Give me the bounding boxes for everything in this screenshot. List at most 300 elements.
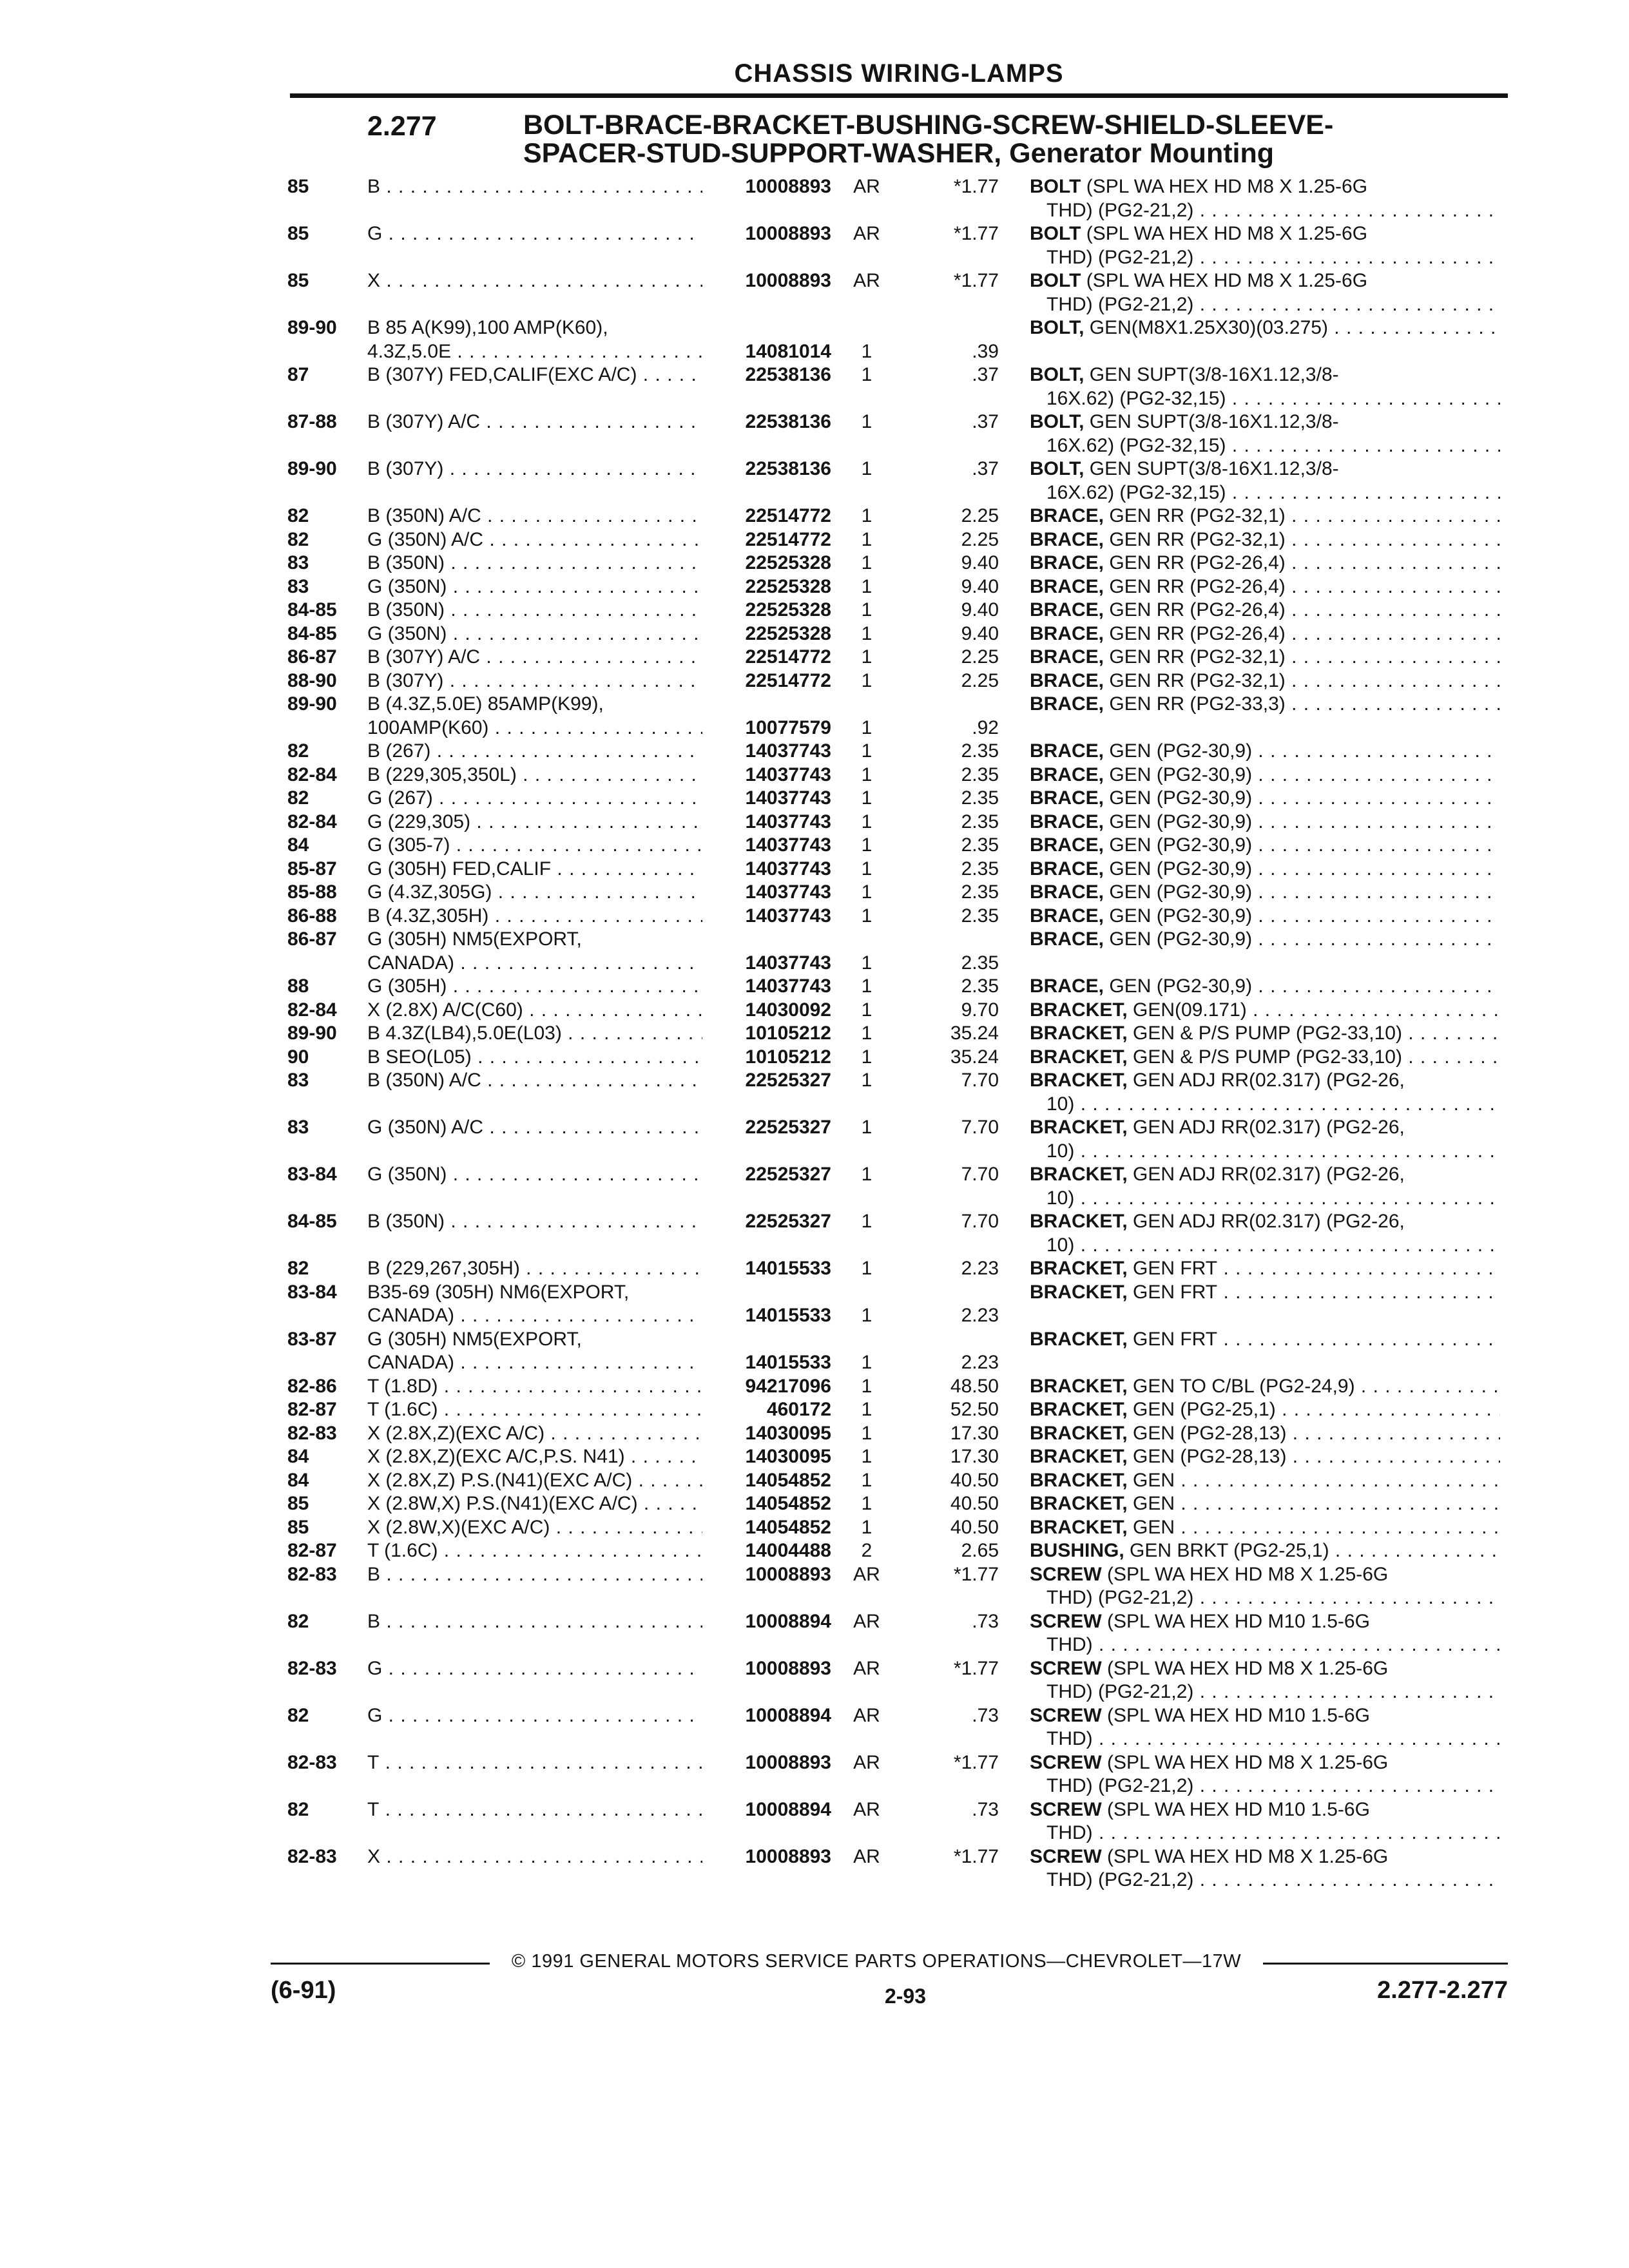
price: .39 <box>972 340 999 362</box>
model-year: 83 <box>287 1070 309 1091</box>
part-name-line <box>1030 646 1500 669</box>
usage-description <box>367 834 702 858</box>
part-number: 14030095 <box>745 1422 831 1444</box>
part-name <box>1030 1398 1500 1422</box>
footer-rule-left <box>271 1963 490 1965</box>
price: 7.70 <box>961 1164 999 1185</box>
quantity: 1 <box>861 411 872 432</box>
price: 9.40 <box>961 575 999 597</box>
part-name-detail: GEN (PG2-30,9) <box>1109 975 1253 997</box>
part-number: 10105212 <box>745 1046 831 1068</box>
table-row <box>0 1563 1629 1610</box>
part-number: 10077579 <box>745 716 831 738</box>
model-year: 88-90 <box>287 669 337 691</box>
part-name-line <box>1030 410 1500 434</box>
part-name-detail: GEN <box>1133 1493 1175 1514</box>
part-number: 10008893 <box>745 223 831 244</box>
usage-description-line: 100AMP(K60) . . . <box>367 716 702 740</box>
part-name <box>1030 1422 1500 1446</box>
price: 2.25 <box>961 646 999 668</box>
quantity: 1 <box>861 1023 872 1044</box>
part-number: 22538136 <box>745 364 831 385</box>
table-row <box>0 693 1629 740</box>
part-name-label: BOLT, <box>1030 317 1084 338</box>
part-name <box>1030 858 1500 881</box>
price: *1.77 <box>953 1563 999 1585</box>
quantity: AR <box>853 223 880 244</box>
part-number: 22525327 <box>745 1164 831 1185</box>
part-number: 14037743 <box>745 881 831 903</box>
part-name-detail: GEN SUPT(3/8-16X1.12,3/8- <box>1089 411 1339 432</box>
part-name-label: BRACE, <box>1030 599 1104 620</box>
part-name-label: BRACE, <box>1030 552 1104 573</box>
price: *1.77 <box>953 223 999 244</box>
part-name-label: BOLT, <box>1030 364 1084 385</box>
usage-description-line: X (2.8X,Z)(EXC A/C,P.S. N41) . . . <box>367 1445 702 1469</box>
table-row <box>0 1798 1629 1845</box>
price: 9.40 <box>961 552 999 573</box>
price: 35.24 <box>950 1023 999 1044</box>
model-year: 82-83 <box>287 1563 337 1585</box>
model-year: 84 <box>287 834 309 856</box>
usage-description-line: G (305-7) . . . <box>367 834 702 858</box>
part-name-line <box>1030 1422 1500 1446</box>
part-number: 460172 <box>766 1399 831 1420</box>
model-year: 87-88 <box>287 411 337 432</box>
price: .73 <box>972 1798 999 1820</box>
model-year: 85 <box>287 1493 309 1514</box>
part-name-line <box>1030 1375 1500 1399</box>
price: 17.30 <box>950 1422 999 1444</box>
usage-description-line: X (2.8W,X)(EXC A/C) . . . <box>367 1516 702 1540</box>
part-name-detail: GEN SUPT(3/8-16X1.12,3/8- <box>1089 458 1339 479</box>
usage-description-line: B (4.3Z,5.0E) 85AMP(K99), <box>367 693 604 715</box>
model-year: 84 <box>287 1469 309 1491</box>
part-name-label: SCREW <box>1030 1610 1102 1632</box>
part-number: 14054852 <box>745 1469 831 1491</box>
part-name-detail: GEN(M8X1.25X30)(03.275) <box>1089 317 1328 338</box>
usage-description-line: G (350N) . . . <box>367 575 702 599</box>
model-year: 83-87 <box>287 1328 337 1350</box>
part-name-continuation: THD) (PG2-21,2) . . . <box>1030 1680 1500 1704</box>
part-name-continuation: 16X.62) (PG2-32,15) . . . <box>1030 387 1500 411</box>
table-row <box>0 646 1629 669</box>
part-name <box>1030 740 1500 764</box>
part-name-label: BOLT <box>1030 223 1081 244</box>
part-name-detail: GEN <box>1133 1469 1175 1491</box>
part-name-detail: (SPL WA HEX HD M8 X 1.25-6G <box>1107 1657 1389 1679</box>
part-name-continuation: 10) . . . <box>1030 1140 1500 1164</box>
quantity: 1 <box>861 1352 872 1373</box>
part-name-label: BOLT <box>1030 176 1081 197</box>
quantity: 1 <box>861 1046 872 1068</box>
model-year: 82 <box>287 528 309 550</box>
table-row <box>0 269 1629 316</box>
quantity: 1 <box>861 364 872 385</box>
usage-description-line: B . . . <box>367 1563 702 1587</box>
usage-description <box>367 1022 702 1046</box>
part-name-label: SCREW <box>1030 1704 1102 1726</box>
part-name-label: BRACKET, <box>1030 1399 1128 1420</box>
usage-description-line: CANADA) . . . <box>367 952 702 975</box>
table-row <box>0 1069 1629 1116</box>
usage-description-line: G (305H) NM5(EXPORT, <box>367 1328 582 1350</box>
part-name-line <box>1030 928 1500 952</box>
part-name-line <box>1030 575 1500 599</box>
part-name-label: BRACE, <box>1030 693 1104 715</box>
usage-description <box>367 175 702 199</box>
part-name <box>1030 1069 1500 1116</box>
usage-description-line: G (267) . . . <box>367 787 702 811</box>
part-name-detail: GEN FRT <box>1133 1328 1218 1350</box>
part-name-line <box>1030 764 1500 787</box>
part-name-line <box>1030 269 1500 293</box>
usage-description <box>367 1445 702 1469</box>
part-name <box>1030 693 1500 716</box>
usage-description-line: G (4.3Z,305G) . . . <box>367 881 702 905</box>
part-name-label: BRACKET, <box>1030 1516 1128 1538</box>
part-number: 14054852 <box>745 1516 831 1538</box>
part-name-detail: GEN (PG2-30,9) <box>1109 881 1253 903</box>
usage-description <box>367 1610 702 1634</box>
part-name-detail: (SPL WA HEX HD M8 X 1.25-6G <box>1086 223 1368 244</box>
model-year: 89-90 <box>287 317 337 338</box>
usage-description <box>367 1281 702 1328</box>
part-number: 10008894 <box>745 1798 831 1820</box>
part-number: 10008893 <box>745 1657 831 1679</box>
part-number: 14037743 <box>745 905 831 927</box>
usage-description <box>367 881 702 905</box>
model-year: 82-84 <box>287 764 337 785</box>
price: 9.40 <box>961 599 999 620</box>
model-year: 82 <box>287 1704 309 1726</box>
price: *1.77 <box>953 1657 999 1679</box>
part-name-detail: GEN (PG2-30,9) <box>1109 787 1253 809</box>
price: *1.77 <box>953 1845 999 1867</box>
part-name-detail: (SPL WA HEX HD M8 X 1.25-6G <box>1107 1751 1389 1773</box>
part-name-label: BOLT <box>1030 270 1081 291</box>
part-name-line <box>1030 1210 1500 1234</box>
part-name-continuation: THD) (PG2-21,2) . . . <box>1030 1869 1500 1892</box>
quantity: 1 <box>861 811 872 832</box>
part-name-label: BRACE, <box>1030 905 1104 927</box>
part-name-detail: GEN (PG2-30,9) <box>1109 764 1253 785</box>
part-name <box>1030 1210 1500 1257</box>
table-row <box>0 1845 1629 1892</box>
part-name <box>1030 1845 1500 1892</box>
usage-description-line: B 4.3Z(LB4),5.0E(L03) . . . <box>367 1022 702 1046</box>
price: 7.70 <box>961 1117 999 1138</box>
usage-description <box>367 1845 702 1869</box>
usage-description-line: B (229,267,305H) . . . <box>367 1257 702 1281</box>
model-year: 82-83 <box>287 1422 337 1444</box>
model-year: 83 <box>287 575 309 597</box>
part-number: 14037743 <box>745 858 831 879</box>
usage-description-line: G . . . <box>367 1704 702 1728</box>
part-name-label: BRACE, <box>1030 575 1104 597</box>
part-name <box>1030 881 1500 905</box>
footer-rule-right <box>1263 1963 1508 1965</box>
part-name <box>1030 905 1500 928</box>
model-year: 82 <box>287 505 309 526</box>
quantity: 1 <box>861 528 872 550</box>
quantity: 2 <box>861 1540 872 1561</box>
part-name-line <box>1030 457 1500 481</box>
footer-date: (6-91) <box>271 1977 336 2004</box>
part-name-label: BRACKET, <box>1030 1117 1128 1138</box>
part-name <box>1030 1751 1500 1798</box>
part-name-detail: GEN ADJ RR(02.317) (PG2-26, <box>1133 1164 1405 1185</box>
price: 2.35 <box>961 740 999 762</box>
part-name-detail: (SPL WA HEX HD M8 X 1.25-6G <box>1086 176 1368 197</box>
usage-description <box>367 1210 702 1234</box>
quantity: 1 <box>861 340 872 362</box>
usage-description <box>367 905 702 928</box>
quantity: 1 <box>861 1070 872 1091</box>
table-row <box>0 1539 1629 1563</box>
price: 2.35 <box>961 952 999 974</box>
usage-description-line: B 85 A(K99),100 AMP(K60), <box>367 317 608 338</box>
part-name-line <box>1030 1445 1500 1469</box>
part-name-detail: GEN ADJ RR(02.317) (PG2-26, <box>1133 1117 1405 1138</box>
part-name-label: BRACE, <box>1030 928 1104 950</box>
part-name-line <box>1030 881 1500 905</box>
part-name <box>1030 928 1500 952</box>
usage-description-line: G (229,305) . . . <box>367 811 702 834</box>
table-row <box>0 1469 1629 1493</box>
model-year: 85 <box>287 270 309 291</box>
part-name-continuation: THD) . . . <box>1030 1727 1500 1751</box>
part-name-continuation: 10) . . . <box>1030 1093 1500 1117</box>
part-name <box>1030 316 1500 340</box>
part-name-label: BRACKET, <box>1030 1211 1128 1232</box>
usage-description <box>367 1328 702 1375</box>
model-year: 82-84 <box>287 999 337 1021</box>
part-name-line <box>1030 1046 1500 1070</box>
quantity: 1 <box>861 599 872 620</box>
part-number: 10008893 <box>745 1845 831 1867</box>
part-name-label: BRACE, <box>1030 505 1104 526</box>
quantity: 1 <box>861 622 872 644</box>
part-number: 10105212 <box>745 1023 831 1044</box>
table-row <box>0 834 1629 858</box>
part-name-line <box>1030 1798 1500 1822</box>
table-row <box>0 858 1629 881</box>
part-name-line <box>1030 975 1500 999</box>
part-name-label: BRACKET, <box>1030 1164 1128 1185</box>
usage-description <box>367 1163 702 1187</box>
table-row <box>0 505 1629 528</box>
part-name-continuation: THD) . . . <box>1030 1821 1500 1845</box>
part-name-detail: (SPL WA HEX HD M8 X 1.25-6G <box>1107 1845 1389 1867</box>
part-name-line <box>1030 811 1500 834</box>
model-year: 85 <box>287 223 309 244</box>
part-name-line <box>1030 599 1500 622</box>
quantity: AR <box>853 1751 880 1773</box>
table-row <box>0 1751 1629 1798</box>
part-name-label: BRACKET, <box>1030 1375 1128 1397</box>
model-year: 83-84 <box>287 1281 337 1303</box>
quantity: AR <box>853 1610 880 1632</box>
table-row <box>0 175 1629 222</box>
part-name <box>1030 505 1500 528</box>
part-number: 94217096 <box>745 1375 831 1397</box>
usage-description-line: T . . . <box>367 1751 702 1775</box>
quantity: 1 <box>861 999 872 1021</box>
model-year: 85-88 <box>287 881 337 903</box>
usage-description <box>367 1657 702 1681</box>
part-name-label: BRACE, <box>1030 787 1104 809</box>
section-title-line1: BOLT-BRACE-BRACKET-BUSHING-SCREW-SHIELD-SLEEVE- <box>523 110 1334 140</box>
table-row <box>0 1492 1629 1516</box>
usage-description-line: G (305H) NM5(EXPORT, <box>367 928 582 950</box>
usage-description <box>367 552 702 575</box>
usage-description <box>367 1422 702 1446</box>
quantity: 1 <box>861 458 872 479</box>
model-year: 83 <box>287 1117 309 1138</box>
usage-description <box>367 269 702 293</box>
price: 2.23 <box>961 1305 999 1326</box>
part-name <box>1030 1163 1500 1210</box>
model-year: 82 <box>287 1798 309 1820</box>
header-rule <box>290 93 1508 98</box>
part-name-detail: GEN (PG2-28,13) <box>1133 1422 1287 1444</box>
part-name <box>1030 622 1500 646</box>
part-name <box>1030 1257 1500 1281</box>
part-number: 14015533 <box>745 1305 831 1326</box>
part-name-label: SCREW <box>1030 1798 1102 1820</box>
part-name-label: BRACKET, <box>1030 1023 1128 1044</box>
part-name-line <box>1030 175 1500 199</box>
part-name-label: SCREW <box>1030 1657 1102 1679</box>
part-number: 22538136 <box>745 458 831 479</box>
table-row <box>0 222 1629 269</box>
table-row <box>0 1610 1629 1657</box>
part-name <box>1030 1610 1500 1657</box>
usage-description <box>367 928 702 975</box>
quantity: 1 <box>861 834 872 856</box>
quantity: 1 <box>861 552 872 573</box>
usage-description-line: X . . . <box>367 1845 702 1869</box>
price: 40.50 <box>950 1516 999 1538</box>
footer-page-number: 2-93 <box>884 1984 927 2008</box>
part-name-line <box>1030 1163 1500 1187</box>
part-name-line <box>1030 740 1500 764</box>
model-year: 89-90 <box>287 693 337 715</box>
price: 2.35 <box>961 787 999 809</box>
usage-description-line: B (4.3Z,305H) . . . <box>367 905 702 928</box>
part-number: 10008893 <box>745 176 831 197</box>
part-name-detail: GEN FRT <box>1133 1258 1218 1279</box>
usage-description <box>367 740 702 764</box>
part-number: 22514772 <box>745 646 831 668</box>
usage-description <box>367 858 702 881</box>
quantity: AR <box>853 1657 880 1679</box>
part-name <box>1030 1469 1500 1493</box>
part-name <box>1030 1798 1500 1845</box>
usage-description <box>367 1469 702 1493</box>
model-year: 82-83 <box>287 1751 337 1773</box>
part-number: 22525328 <box>745 622 831 644</box>
table-row <box>0 410 1629 457</box>
part-name-detail: GEN(09.171) <box>1133 999 1247 1021</box>
part-name-detail: GEN (PG2-30,9) <box>1109 811 1253 832</box>
usage-description <box>367 316 702 363</box>
model-year: 86-87 <box>287 646 337 668</box>
quantity: 1 <box>861 975 872 997</box>
part-name-line <box>1030 1281 1500 1305</box>
part-name <box>1030 552 1500 575</box>
part-name-line <box>1030 1610 1500 1634</box>
part-name-label: SCREW <box>1030 1751 1102 1773</box>
part-name-detail: (SPL WA HEX HD M10 1.5-6G <box>1107 1798 1370 1820</box>
usage-description-line: G . . . <box>367 222 702 246</box>
usage-description-line: G (305H) FED,CALIF . . . <box>367 858 702 881</box>
usage-description <box>367 1257 702 1281</box>
part-name-label: BRACE, <box>1030 740 1104 762</box>
part-number: 14037743 <box>745 811 831 832</box>
usage-description <box>367 787 702 811</box>
part-name-continuation: THD) (PG2-21,2) . . . <box>1030 246 1500 270</box>
price: 9.40 <box>961 622 999 644</box>
quantity: AR <box>853 1563 880 1585</box>
part-name-label: SCREW <box>1030 1845 1102 1867</box>
table-row <box>0 552 1629 575</box>
table-row <box>0 1375 1629 1399</box>
usage-description <box>367 528 702 552</box>
table-row <box>0 1257 1629 1281</box>
part-name-line <box>1030 552 1500 575</box>
part-name <box>1030 764 1500 787</box>
part-number: 10008894 <box>745 1704 831 1726</box>
usage-description <box>367 693 702 740</box>
part-number: 14081014 <box>745 340 831 362</box>
price: 2.35 <box>961 834 999 856</box>
model-year: 82 <box>287 1258 309 1279</box>
table-row <box>0 1657 1629 1704</box>
table-row <box>0 881 1629 905</box>
price: 2.35 <box>961 764 999 785</box>
price: 17.30 <box>950 1446 999 1467</box>
part-name-detail: GEN RR (PG2-33,3) <box>1109 693 1286 715</box>
part-name <box>1030 457 1500 505</box>
usage-description-line: G (350N) . . . <box>367 1163 702 1187</box>
part-number: 14037743 <box>745 740 831 762</box>
table-row <box>0 1516 1629 1540</box>
part-name-label: BOLT, <box>1030 411 1084 432</box>
part-name-detail: GEN (PG2-30,9) <box>1109 858 1253 879</box>
model-year: 88 <box>287 975 309 997</box>
usage-description <box>367 575 702 599</box>
part-name-line <box>1030 1751 1500 1775</box>
price: 2.35 <box>961 811 999 832</box>
price: 48.50 <box>950 1375 999 1397</box>
part-number: 22514772 <box>745 528 831 550</box>
part-name-continuation: THD) (PG2-21,2) . . . <box>1030 1586 1500 1610</box>
part-name-label: BRACE, <box>1030 858 1104 879</box>
quantity: 1 <box>861 1117 872 1138</box>
part-name-detail: GEN RR (PG2-32,1) <box>1109 505 1286 526</box>
table-row <box>0 1281 1629 1328</box>
quantity: 1 <box>861 575 872 597</box>
part-name-detail: GEN <box>1133 1516 1175 1538</box>
usage-description-line: B (267) . . . <box>367 740 702 764</box>
price: .37 <box>972 411 999 432</box>
part-name <box>1030 222 1500 269</box>
part-name-continuation: 16X.62) (PG2-32,15) . . . <box>1030 481 1500 505</box>
usage-description <box>367 1539 702 1563</box>
table-row <box>0 1445 1629 1469</box>
